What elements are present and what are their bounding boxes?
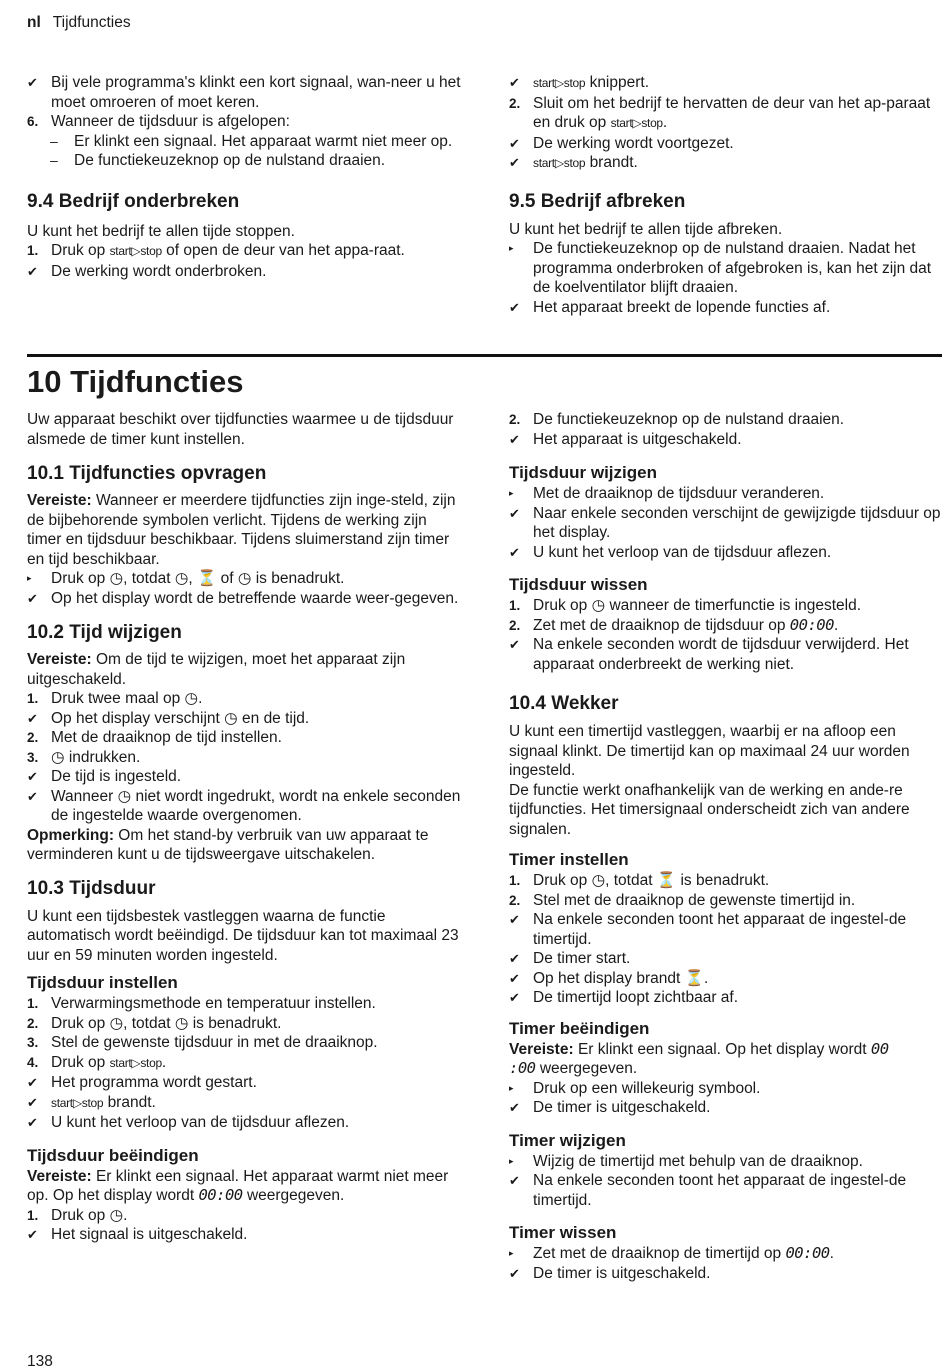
section-heading-10-1: 10.1 Tijdfuncties opvragen [27,463,267,484]
step-item [27,748,462,768]
requirement-text: Om de tijd te wijzigen, moet het apparaat zijn uitgeschakeld. [27,651,406,688]
step-item [509,871,944,891]
language-code: nl [27,14,41,31]
subheading-tijdsduur-beeindigen: Tijdsduur beëindigen [27,1145,199,1165]
top-left-column [27,73,462,281]
requirement [509,1040,944,1079]
action-item [27,569,462,589]
step-item [509,891,944,911]
check-icon: ✔ [509,155,520,170]
sub-item [27,151,462,171]
step-number: 4. [27,1054,39,1070]
result-text: Op het display wordt de betreffende waarde weer-gegeven. [51,589,459,607]
section-heading-9-4: 9.4 Bedrijf onderbreken [27,190,240,212]
result-item [509,298,944,318]
action-arrow-icon: ▸ [509,1082,514,1093]
step-text: is benadrukt. [192,1014,282,1032]
check-icon: ✔ [27,788,38,804]
duration-icon: ◷ [174,1014,189,1032]
result-text: Wanneer [51,787,114,805]
timer-icon: ⏳ [197,570,217,587]
step-text: . [161,1053,167,1071]
section-heading-10-4: 10.4 Wekker [509,693,619,714]
step-number: 3. [27,749,39,765]
action-arrow-icon: ▸ [509,488,514,498]
start-stop-icon: start▷stop [533,156,586,170]
display-readout: :00 [509,1059,536,1077]
subheading-timer-wijzigen: Timer wijzigen [509,1130,626,1150]
timer-icon: ⏳ [684,969,704,987]
subheading-tijdsduur-wijzigen: Tijdsduur wijzigen [509,463,657,482]
section-heading-10-3: 10.3 Tijdsduur [27,877,156,899]
action-text: . [829,1245,834,1262]
requirement [27,1167,462,1206]
result-text: brandt. [589,154,638,171]
display-readout: 00:00 [198,1186,243,1204]
note [27,826,462,865]
step-text: . [123,1206,128,1224]
result-item [27,1113,462,1133]
sub-text: Er klinkt een signaal. Het apparaat warmt niet meer op. [74,132,453,150]
step-number: 1. [509,598,521,613]
clock-icon: ◷ [224,709,238,727]
step-text: Stel de gewenste tijdsduur in met de draaiknop. [51,1034,378,1051]
step-text: , totdat [605,872,653,889]
result-text: Het signaal is uitgeschakeld. [51,1226,248,1243]
action-text: Wijzig de timertijd met behulp van de draaiknop. [533,1152,863,1170]
result-text: Het apparaat breekt de lopende functies af. [533,298,831,316]
step-number: 1. [27,691,39,706]
result-item [509,134,944,154]
check-icon: ✔ [509,637,520,652]
step-number: 2. [509,412,521,427]
check-icon: ✔ [27,263,38,279]
check-icon: ✔ [509,299,520,315]
action-text: , [188,570,193,587]
requirement [27,491,462,569]
result-text: Het apparaat is uitgeschakeld. [533,430,742,448]
note-label: Opmerking: [27,826,114,844]
clock-icon: ◷ [109,570,124,587]
start-stop-icon: start▷stop [610,116,663,130]
page-header [27,13,131,33]
step-item [27,994,462,1014]
sub-item [27,132,462,152]
paragraph: U kunt een tijdsbestek vastleggen waarna de functie automatisch wordt beëindigd. De tijdsduur kan tot maximaal 23 uur en 59 minuten worden ingesteld. [27,907,459,964]
end-time-icon: ◷ [237,570,252,587]
requirement-text: weergegeven. [539,1060,638,1077]
subheading-timer-wissen: Timer wissen [509,1223,617,1242]
step-text: . [198,690,203,707]
timer-icon: ⏳ [656,872,677,889]
result-item [509,988,944,1008]
action-arrow-icon: ▸ [509,1248,514,1258]
requirement-label: Vereiste: [27,1167,92,1185]
chapter-title: 10 Tijdfuncties [27,364,244,399]
step-item [27,112,462,132]
result-item [509,73,944,94]
duration-icon: ◷ [174,570,189,587]
note-text: Om het stand-by verbruik van uw apparaat te verminderen kunt u de tijdsweergave uitschakelen. [27,826,429,863]
action-item [509,239,944,298]
clock-icon: ◷ [184,690,199,707]
step-item [27,689,462,709]
check-icon: ✔ [509,1100,520,1115]
action-arrow-icon: ▸ [509,243,514,253]
intro-paragraph: Uw apparaat beschikt over tijdfuncties waarmee u de tijdsduur alsmede de timer kunt instellen. [27,411,454,448]
result-item [27,767,462,787]
header-section: Tijdfuncties [52,14,131,31]
step-number: 1. [27,1207,39,1223]
result-text: Op het display verschijnt [51,709,220,727]
step-text: Stel met de draaiknop de gewenste timertijd in. [533,891,856,909]
step-text: , totdat [123,1014,171,1032]
step-text: Druk op [51,1014,106,1032]
result-text: . [703,969,709,987]
step-text: Druk twee maal op [51,690,181,707]
clock-icon: ◷ [109,1014,124,1032]
check-icon: ✔ [509,505,520,521]
check-icon: ✔ [509,970,520,986]
check-icon: ✔ [509,1265,520,1281]
action-item [509,1079,944,1099]
chapter-divider [27,354,942,357]
duration-icon: ◷ [109,1206,124,1224]
result-item [27,589,462,609]
step-item [27,241,462,262]
step-item: 2. Sluit om het bedrijf te hervatten de deur van het ap-paraat en druk op start▷stop. [509,94,931,131]
requirement-text: Er klinkt een signaal. Op het display wordt [577,1040,867,1058]
sub-text: De functiekeuzeknop op de nulstand draaien. [74,152,386,169]
action-arrow-icon: ▸ [27,573,32,583]
action-text: , totdat [123,570,171,587]
section-heading-9-5: 9.5 Bedrijf afbreken [509,190,686,212]
step-number: 2. [509,95,521,111]
requirement [27,650,462,689]
result-item [27,787,462,826]
step-number: 1. [509,873,521,888]
action-text: of [220,570,234,587]
step-text: Zet met de draaiknop de tijdsduur op [533,616,786,634]
result-text: en de tijd. [242,709,310,727]
display-readout: 00 [870,1039,889,1058]
step-item [509,616,944,636]
duration-icon: ◷ [591,597,606,614]
result-text: Het programma wordt gestart. [51,1074,257,1091]
start-stop-icon: start▷stop [109,244,162,258]
result-item [509,1264,944,1284]
step-text: . [833,616,839,634]
result-item [27,1225,462,1245]
check-icon: ✔ [509,431,520,447]
requirement-label: Vereiste: [27,651,92,668]
dash-icon: – [50,152,58,168]
step-text: Druk op [51,1206,106,1224]
subheading-timer-beeindigen: Timer beëindigen [509,1018,650,1038]
check-icon: ✔ [27,769,38,784]
step-text: Wanneer de tijdsduur is afgelopen: [51,113,290,130]
step-item [509,410,944,430]
step-text: Druk op [51,242,106,259]
check-icon: ✔ [509,75,520,90]
result-item [509,969,944,989]
step-item [27,728,462,748]
result-text: Op het display brandt [533,969,681,987]
result-text: De timer is uitgeschakeld. [533,1099,711,1116]
step-number: 2. [509,892,521,908]
step-text: Druk op [533,872,588,889]
step-text: of open de deur van het appa-raat. [166,242,405,259]
start-stop-icon: start▷stop [51,1095,104,1110]
result-item [509,1171,944,1210]
result-item [509,153,944,174]
start-stop-icon: start▷stop [533,76,586,90]
result-item [27,1093,462,1114]
start-stop-icon: start▷stop [109,1055,162,1070]
step-number: 2. [509,617,521,633]
result-text: Na enkele seconden wordt de tijdsduur verwijderd. Het apparaat onderbreekt de werking niet. [533,636,909,673]
clock-icon: ◷ [591,872,606,889]
step-item [27,1206,462,1226]
action-text: Zet met de draaiknop de timertijd op [533,1245,782,1262]
action-arrow-icon: ▸ [509,1155,514,1166]
result-text: niet wordt ingedrukt, wordt na enkele seconden de ingestelde waarde overgenomen. [51,787,461,824]
step-text: De functiekeuzeknop op de nulstand draaien. [533,411,845,428]
result-item [27,1073,462,1093]
requirement-text: weergegeven. [246,1187,345,1204]
check-icon: ✔ [509,135,520,151]
left-column [27,410,462,1245]
step-text: Druk op [51,1053,106,1071]
clock-icon: ◷ [51,748,65,766]
check-icon: ✔ [509,1173,520,1188]
check-icon: ✔ [27,1227,38,1242]
subheading-tijdsduur-wissen: Tijdsduur wissen [509,575,648,594]
dash-icon: – [50,132,58,149]
step-number: 2. [27,730,39,745]
check-icon: ✔ [27,75,38,90]
check-icon: ✔ [509,990,520,1005]
check-icon: ✔ [509,912,520,927]
result-text: De werking wordt onderbroken. [51,262,267,280]
step-text: Sluit om het bedrijf te hervatten de deur van het ap-paraat en druk op [533,94,931,131]
check-icon: ✔ [27,1115,38,1130]
result-item [509,430,944,450]
result-item [27,262,462,282]
step-text: is benadrukt. [680,872,770,889]
right-column [509,410,944,1283]
step-number: 1. [27,243,39,258]
result-text: brandt. [107,1093,156,1111]
result-item [509,543,944,563]
check-icon: ✔ [27,1075,38,1090]
result-item [27,73,462,112]
step-text: Verwarmingsmethode en temperatuur instellen. [51,995,376,1012]
result-text: De timer start. [533,950,631,967]
top-right-column [509,73,944,317]
step-item [27,1053,462,1074]
action-text: Druk op een willekeurig symbool. [533,1079,761,1097]
action-item [509,1244,944,1264]
result-item [509,949,944,969]
result-text: Na enkele seconden toont het apparaat de ingestel-de timertijd. [533,911,907,948]
check-icon: ✔ [509,544,520,560]
step-number: 1. [27,996,39,1011]
result-text: Na enkele seconden toont het apparaat de ingestel-de timertijd. [533,1172,907,1209]
requirement-text: Er klinkt een signaal. Het apparaat warmt niet meer op. Op het display wordt [27,1167,449,1204]
step-text: Druk op [533,597,588,614]
check-icon: ✔ [27,710,38,726]
action-text: is benadrukt. [255,570,345,587]
result-item [27,709,462,729]
step-number: 3. [27,1035,39,1050]
subheading-tijdsduur-instellen: Tijdsduur instellen [27,973,178,992]
paragraph: U kunt een timertijd vastleggen, waarbij er na afloop een signaal klinkt. De timertijd kan op maximaal 24 uur worden ingesteld. [509,723,910,779]
result-text: De timertijd loopt zichtbaar af. [533,989,739,1006]
clock-icon: ◷ [117,787,132,805]
page-number: 138 [27,1353,53,1370]
action-item [509,1152,944,1172]
step-item [27,1014,462,1034]
step-text: Met de draaiknop de tijd instellen. [51,729,282,746]
result-item [509,910,944,949]
requirement-label: Vereiste: [509,1040,574,1058]
action-text: Met de draaiknop de tijdsduur veranderen. [533,485,825,502]
result-text: De timer is uitgeschakeld. [533,1264,711,1282]
result-text: De tijd is ingesteld. [51,768,182,785]
display-readout: 00:00 [789,615,834,634]
result-text: Bij vele programma's klinkt een kort signaal, wan-neer u het moet omroeren of moet keren. [51,74,461,111]
step-text: wanneer de timerfunctie is ingesteld. [609,597,862,614]
result-text: De werking wordt voortgezet. [533,134,734,152]
paragraph: U kunt het bedrijf te allen tijde afbreken. [509,220,783,238]
action-text: De functiekeuzeknop op de nulstand draaien. Nadat het programma onderbroken of afgebroken is, kan het zijn dat de koelventilator blijft draaien. [533,240,932,296]
step-number: 6. [27,114,39,129]
subheading-timer-instellen: Timer instellen [509,850,629,869]
action-text: Druk op [51,570,106,587]
result-item [509,635,944,674]
check-icon: ✔ [509,951,520,966]
step-item [509,596,944,616]
paragraph: U kunt het bedrijf te allen tijde stoppen. [27,222,295,240]
step-number: 2. [27,1015,39,1031]
action-item [509,484,944,504]
result-item [509,504,944,543]
result-text: Naar enkele seconden verschijnt de gewijzigde tijdsduur op het display. [533,504,941,541]
requirement-label: Vereiste: [27,492,92,509]
result-text: U kunt het verloop van de tijdsduur aflezen. [533,543,832,561]
step-item [27,1033,462,1053]
step-text: indrukken. [68,748,141,766]
check-icon: ✔ [27,590,38,606]
paragraph: De functie werkt onafhankelijk van de werking en ande-re tijdfuncties. Het timersignaal onderscheidt zich van andere signalen. [509,781,910,838]
result-text: U kunt het verloop van de tijdsduur aflezen. [51,1114,350,1131]
result-text: knippert. [589,74,650,91]
display-readout: 00:00 [785,1244,830,1262]
requirement-text: Wanneer er meerdere tijdfuncties zijn inge-steld, zijn de bijbehorende symbolen verlicht. Tijdens de werking zijn timer en tijdsduur beschikbaar. Tijdens sluimerstand zijn timer en tijd beschikbaar. [27,492,456,568]
result-item [509,1098,944,1118]
section-heading-10-2: 10.2 Tijd wijzigen [27,622,182,643]
check-icon: ✔ [27,1094,38,1110]
